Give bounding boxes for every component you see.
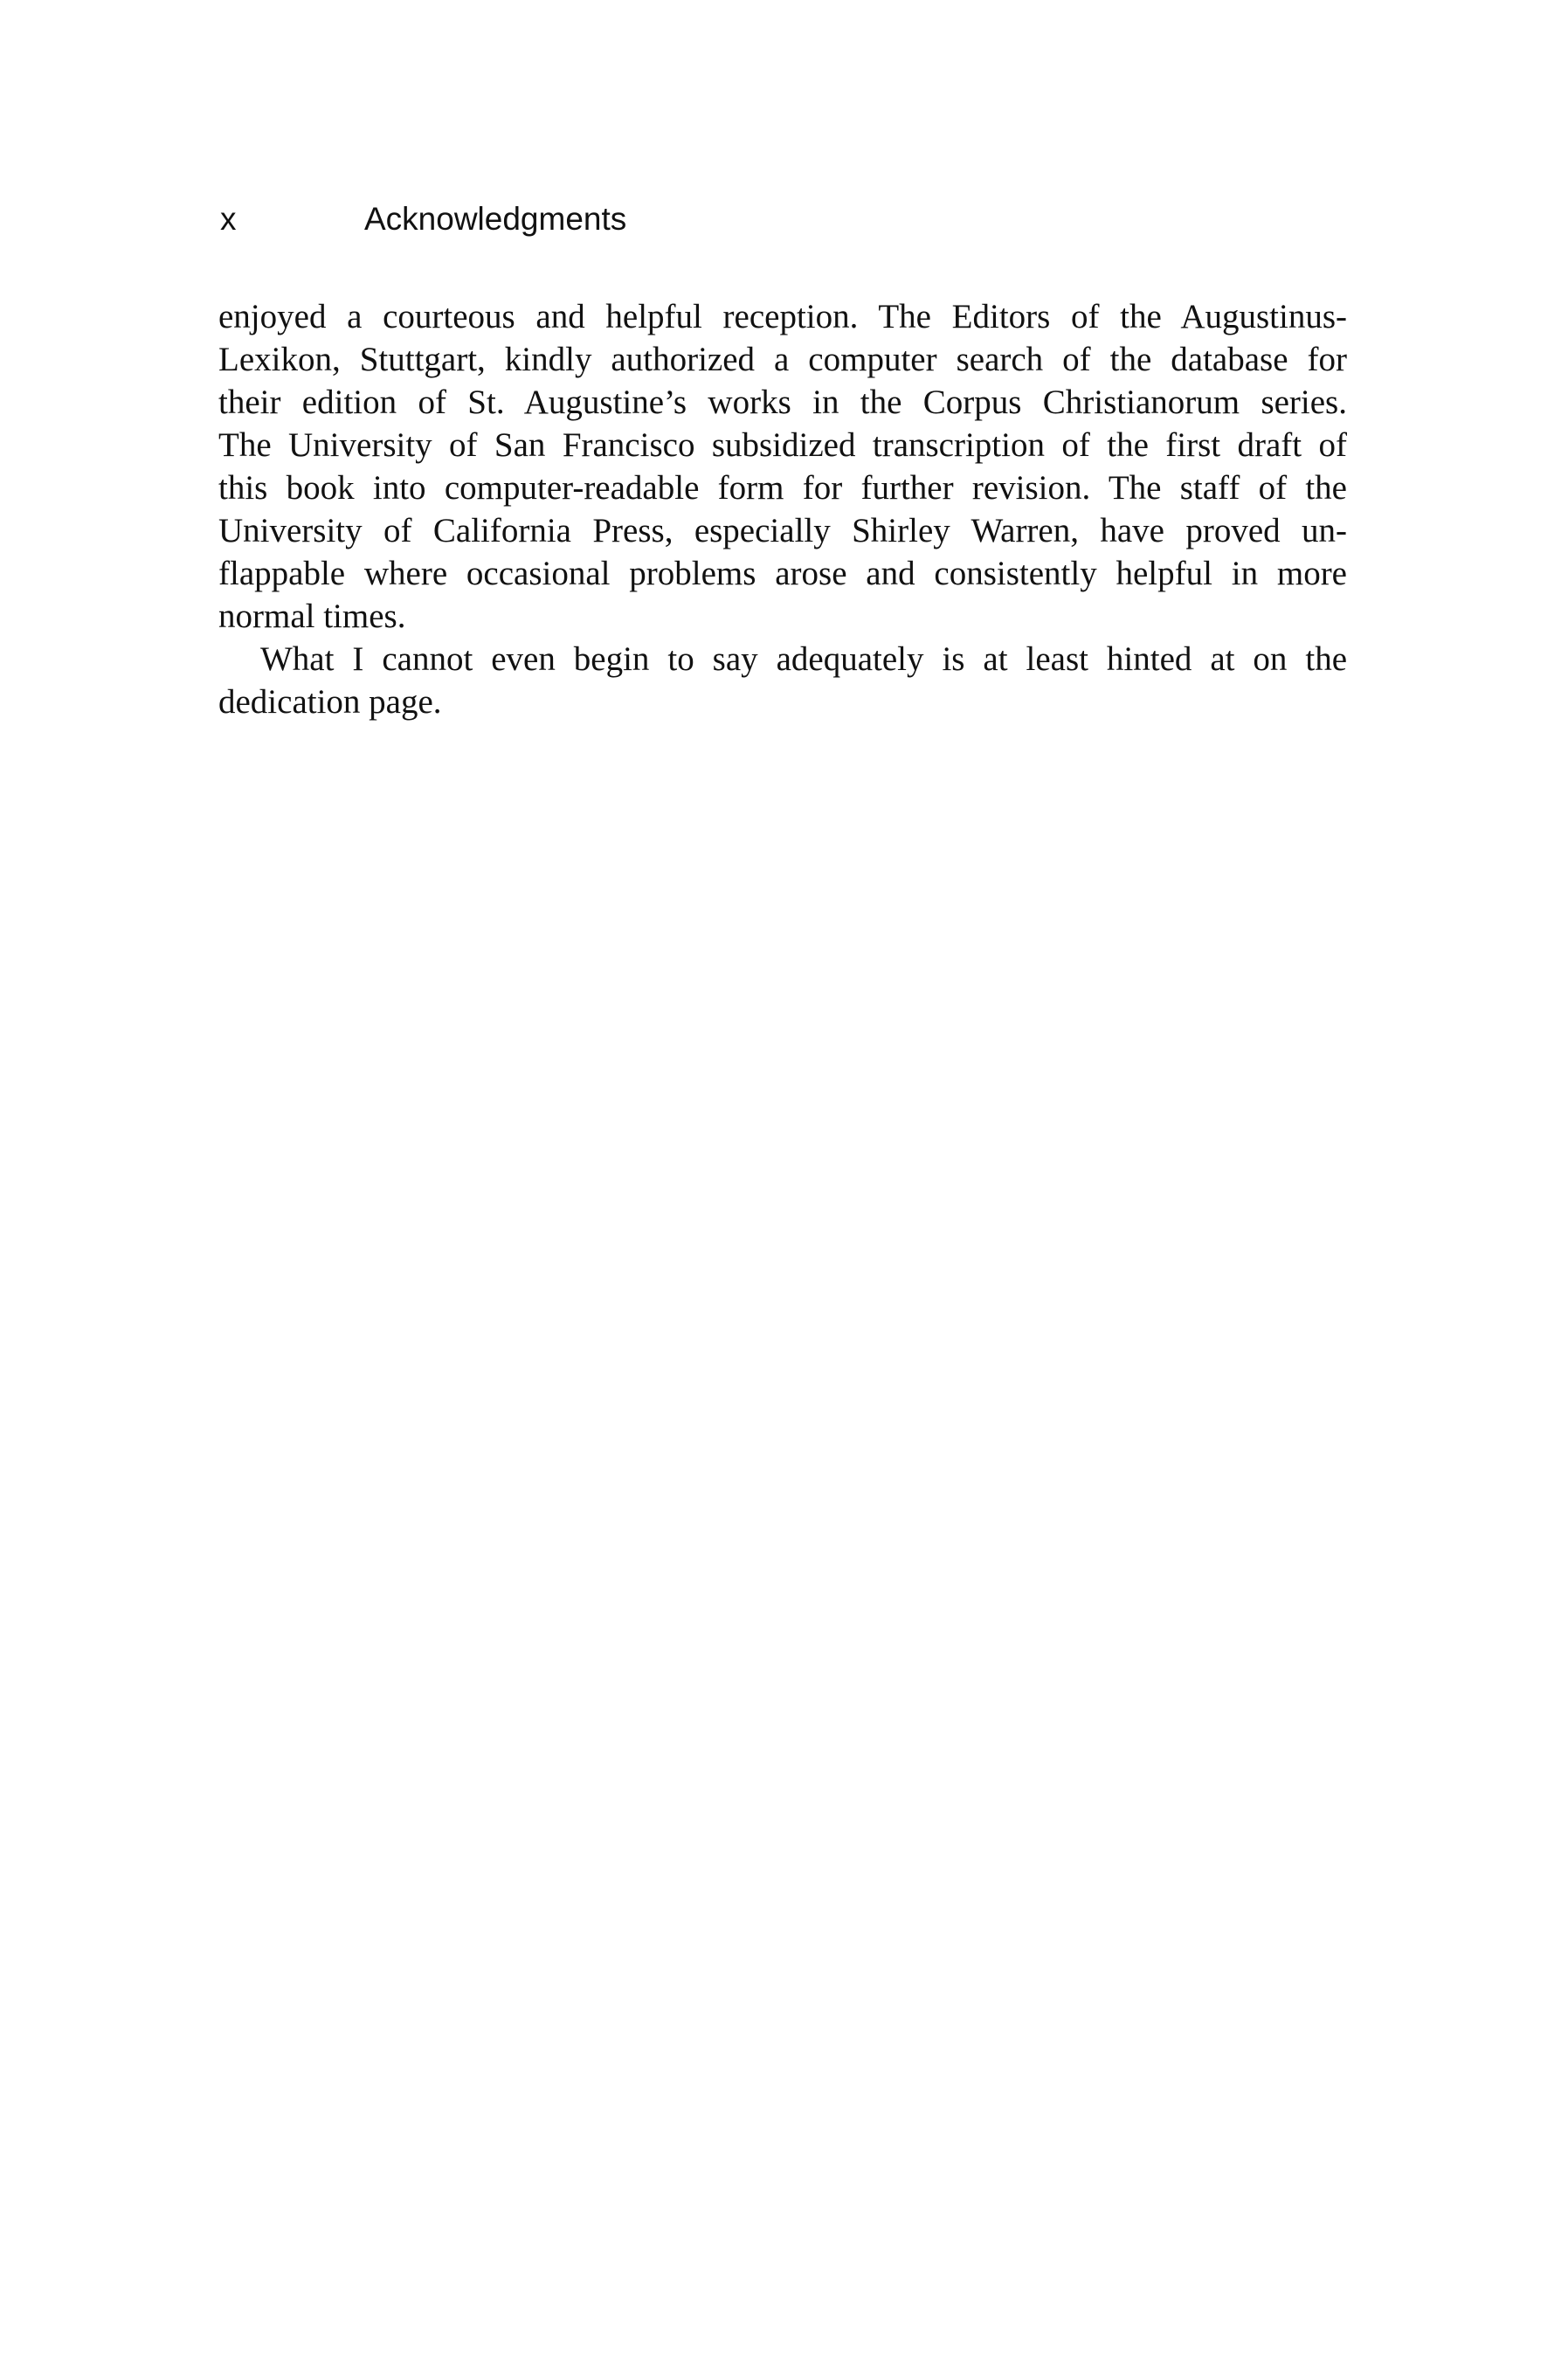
text-line: their edition of St. Augustine’s works in the Corpus Christianorum series. bbox=[218, 383, 1347, 421]
text-line: University of California Press, especially Shirley Warren, have proved un- bbox=[218, 512, 1347, 549]
text-line: normal times. bbox=[218, 598, 406, 635]
paragraph bbox=[218, 638, 1347, 723]
text-line: Lexikon, Stuttgart, kindly authorized a computer search of the database for bbox=[218, 341, 1347, 378]
text-line: enjoyed a courteous and helpful reception. The Editors of the Augustinus- bbox=[218, 298, 1347, 335]
text-line: this book into computer-readable form for further revision. The staff of the bbox=[218, 469, 1347, 507]
text-line: flappable where occasional problems arose and consistently helpful in more bbox=[218, 555, 1347, 592]
text-line: What I cannot even begin to say adequately is at least hinted at on the bbox=[260, 640, 1347, 678]
running-title: Acknowledgments bbox=[364, 201, 627, 237]
running-head bbox=[220, 197, 1356, 241]
text-line: The University of San Francisco subsidized transcription of the first draft of bbox=[218, 426, 1347, 464]
text-line: dedication page. bbox=[218, 683, 442, 721]
body-text bbox=[218, 295, 1347, 723]
paragraph bbox=[218, 295, 1347, 638]
page-number: x bbox=[220, 201, 237, 237]
